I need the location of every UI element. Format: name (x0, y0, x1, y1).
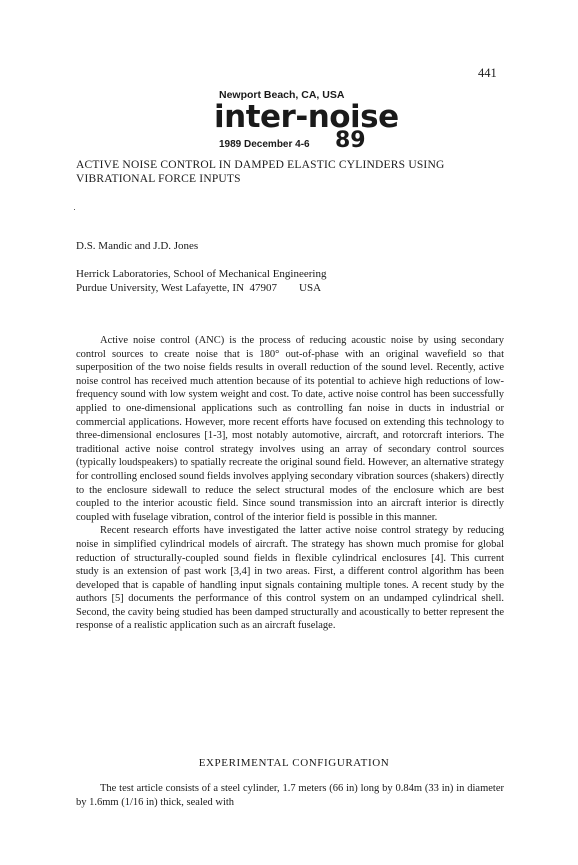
body-paragraph-3: The test article consists of a steel cylinder, 1.7 meters (66 in) long by 0.84m (33 in) in diameter by 1.6mm (1/16 in) thick, sealed with (76, 783, 504, 808)
paper-title: ACTIVE NOISE CONTROL IN DAMPED ELASTIC CYLINDERS USING VIBRATIONAL FORCE INPUTS (76, 159, 445, 185)
conference-location: Newport Beach, CA, USA (219, 89, 345, 101)
section-heading: EXPERIMENTAL CONFIGURATION (198, 757, 390, 769)
body-text-continued (76, 782, 504, 809)
paper-authors: D.S. Mandic and J.D. Jones (76, 240, 199, 252)
paper-affiliation (76, 267, 326, 295)
body-paragraph-2: Recent research efforts have investigated the latter active noise control strategy by reducing noise in simplified cylindrical models of aircraft. The strategy has shown much promise for global reduction of structurally-coupled sound fields in flexible cylindrical enclosures [4]. This current study is an extension of past work [3,4] in two areas. First, a different control algorithm has been developed that is capable of handling input signals containing multiple tones. A recent study by the authors [5] documents the performance of this control system on an undamped cylindrical shell. Second, the cavity being studied has been damped structurally and acoustically to better represent the response of a realistic application such as an aircraft fuselage. (76, 525, 504, 632)
conference-logo: inter-noise (214, 99, 399, 135)
conference-date: 1989 December 4-6 (219, 139, 310, 150)
conference-year-mark: 89 (335, 128, 366, 153)
page-number: 441 (478, 66, 497, 80)
scan-speck (74, 209, 75, 210)
body-paragraph-1: Active noise control (ANC) is the process of reducing acoustic noise by using secondary control sources to create noise that is 180° out-of-phase with an original wavefield so that superposition of the two noise fields results in overall reduction of the sound level. Recently, active noise control has received much attention because of its potential to achieve high reductions of low-frequency sound with low system weight and cost. To date, active noise control has been successfully applied to one-dimensional applications such as controlling fan noise in ducts in industrial or commercial applications. However, more recent efforts have focused on extending this technology to three-dimensional enclosures [1-3], most notably automotive, aircraft, and rotorcraft interiors. The traditional active noise control strategy involves using an array of secondary control sources (typically loudspeakers) to spatially recreate the original sound field. However, an alternative strategy for controlling enclosed sound fields involves applying secondary vibration sources (shakers) directly to the enclosure sidewall to reduce the select structural modes of the enclosure which are best coupled to the interior acoustic field. Since sound transmission into an aircraft interior is directly coupled with fuselage vibration, control of the interior field is possible in this manner. (76, 335, 504, 523)
affiliation-line-2: Purdue University, West Lafayette, IN 47907 USA (76, 282, 322, 294)
body-text (76, 334, 504, 633)
affiliation-line-1: Herrick Laboratories, School of Mechanical Engineering (76, 268, 327, 280)
